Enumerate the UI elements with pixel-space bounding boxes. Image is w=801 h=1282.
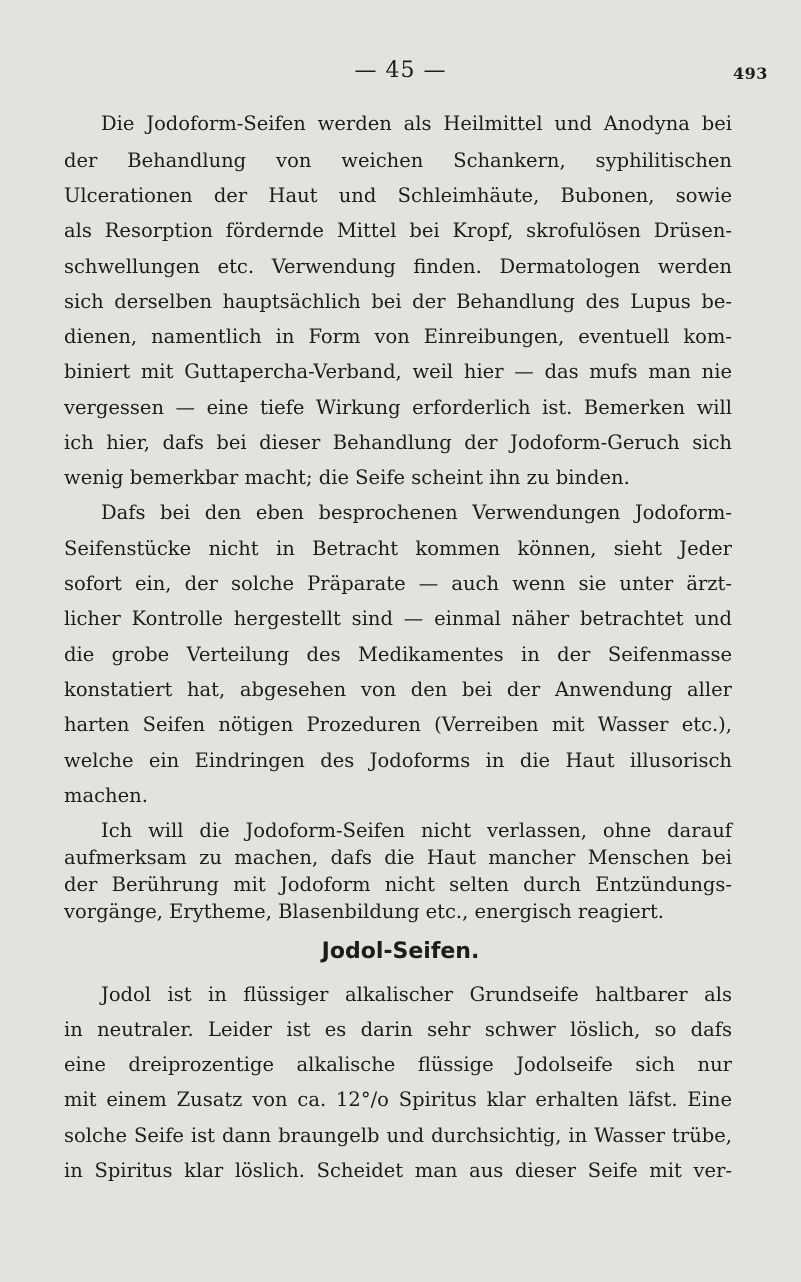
text-line: welche ein Eindringen des Jodoforms in die Haut illusorisch <box>64 749 732 772</box>
text-line: der Behandlung von weichen Schankern, syphilitischen <box>64 149 732 172</box>
text-line: Ich will die Jodoform-Seifen nicht verlassen, ohne darauf <box>101 819 732 842</box>
text-line: solche Seife ist dann braungelb und durchsichtig, in Wasser trübe, <box>64 1124 732 1147</box>
text-line: wenig bemerkbar macht; die Seife scheint ihn zu binden. <box>64 466 630 489</box>
text-line: mit einem Zusatz von ca. 12°/o Spiritus klar erhalten läfst. Eine <box>64 1088 732 1111</box>
text-line: in neutraler. Leider ist es darin sehr schwer löslich, so dafs <box>64 1018 732 1041</box>
text-line: Die Jodoform-Seifen werden als Heilmittel und Anodyna bei <box>101 112 732 135</box>
text-line: Seifenstücke nicht in Betracht kommen können, sieht Jeder <box>64 537 732 560</box>
page-number-right: 493 <box>733 64 768 83</box>
text-line: licher Kontrolle hergestellt sind — einmal näher betrachtet und <box>64 607 732 630</box>
text-line: schwellungen etc. Verwendung finden. Dermatologen werden <box>64 255 732 278</box>
text-line: die grobe Verteilung des Medikamentes in der Seifenmasse <box>64 643 732 666</box>
text-line: als Resorption fördernde Mittel bei Kropf, skrofulösen Drüsen- <box>64 219 732 242</box>
text-line: sofort ein, der solche Präparate — auch wenn sie unter ärzt- <box>64 572 732 595</box>
text-line: Ulcerationen der Haut und Schleimhäute, Bubonen, sowie <box>64 184 732 207</box>
text-line: ich hier, dafs bei dieser Behandlung der Jodoform-Geruch sich <box>64 431 732 454</box>
text-line: vorgänge, Erytheme, Blasenbildung etc., energisch reagiert. <box>64 900 664 923</box>
text-line: vergessen — eine tiefe Wirkung erforderlich ist. Bemerken will <box>64 396 732 419</box>
text-line: dienen, namentlich in Form von Einreibungen, eventuell kom- <box>64 325 732 348</box>
text-line: harten Seifen nötigen Prozeduren (Verreiben mit Wasser etc.), <box>64 713 732 736</box>
text-line: aufmerksam zu machen, dafs die Haut mancher Menschen bei <box>64 846 732 869</box>
text-line: Jodol ist in flüssiger alkalischer Grundseife haltbarer als <box>101 983 732 1006</box>
text-line: der Berührung mit Jodoform nicht selten durch Entzündungs- <box>64 873 732 896</box>
text-line: konstatiert hat, abgesehen von den bei der Anwendung aller <box>64 678 732 701</box>
text-line: sich derselben hauptsächlich bei der Behandlung des Lupus be- <box>64 290 732 313</box>
text-line: in Spiritus klar löslich. Scheidet man aus dieser Seife mit ver- <box>64 1159 732 1182</box>
section-heading: Jodol-Seifen. <box>321 939 480 964</box>
page-number-center: — 45 — <box>354 58 447 83</box>
text-line: eine dreiprozentige alkalische flüssige Jodolseife sich nur <box>64 1053 732 1076</box>
text-line: machen. <box>64 784 148 807</box>
text-line: biniert mit Guttapercha-Verband, weil hier — das mufs man nie <box>64 360 732 383</box>
text-line: Dafs bei den eben besprochenen Verwendungen Jodoform- <box>101 501 732 524</box>
